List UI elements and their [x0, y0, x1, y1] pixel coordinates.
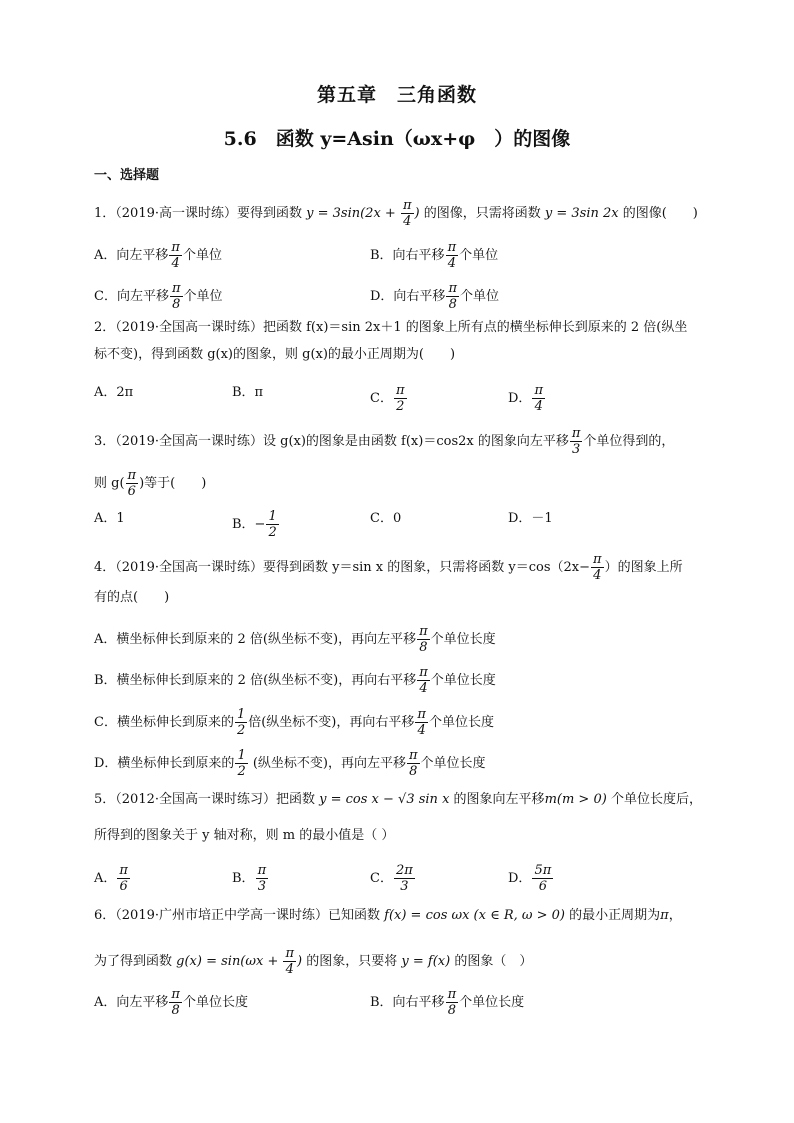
fraction: $\frac{1}{2}$ [237, 748, 246, 779]
fraction: $\frac{\pi}{4}$ [171, 240, 180, 271]
question-2-option-b[interactable]: B．π [232, 385, 264, 400]
question-4-option-b[interactable]: B．横坐标伸长到原来的 2 倍(纵坐标不变)，再向右平移 $\frac{\pi}{4}$ 个单位长度 [94, 665, 496, 696]
question-3-option-c[interactable]: C．0 [370, 511, 402, 526]
question-6-line-2: 为了得到函数 g(x) = sin(ωx + $\frac{\pi}{4}$ ) 的图象，只要将 y = f(x) 的图象（ ） [94, 946, 533, 977]
chapter-title: 第五章 三角函数 [316, 84, 477, 106]
question-4-option-d[interactable]: D．横坐标伸长到原来的 $\frac{1}{2}$ (纵坐标不变)，再向左平移 $\frac{\pi}{8}$ 个单位长度 [94, 748, 486, 779]
question-5-option-c[interactable]: C． $\frac{2\pi}{3}$ [370, 863, 413, 894]
question-6-line-1: 6．（2019·广州市培正中学高一课时练）已知函数 f(x) = cos ωx (x ∈ R, ω > 0) 的最小正周期为π， [94, 908, 682, 923]
question-2-option-c[interactable]: C． $\frac{\pi}{2}$ [370, 383, 405, 414]
fraction: $\frac{\pi}{6}$ [127, 468, 137, 499]
fraction: $\frac{\pi}{8}$ [419, 624, 428, 655]
fraction: $\frac{\pi}{4}$ [402, 198, 412, 229]
fraction: $\frac{\pi}{8}$ [448, 281, 457, 312]
question-5-line-1: 5．（2012·全国高一课时练习）把函数 y = cos x − √3 sin x 的图象向左平移m(m > 0) 个单位长度后， [94, 792, 702, 807]
question-4-option-c[interactable]: C．横坐标伸长到原来的 $\frac{1}{2}$ 倍(纵坐标不变)，再向右平移 $\frac{\pi}{4}$ 个单位长度 [94, 707, 494, 738]
question-1-option-d[interactable]: D．向右平移 $\frac{\pi}{8}$ 个单位 [370, 281, 499, 312]
question-1-option-a[interactable]: A．向左平移 $\frac{\pi}{4}$ 个单位 [94, 240, 222, 271]
fraction: $\frac{\pi}{4}$ [419, 665, 428, 696]
question-5-line-2: 所得到的图象关于 y 轴对称，则 m 的最小值是（ ） [94, 828, 395, 843]
question-3-option-d[interactable]: D．－1 [508, 511, 553, 526]
fraction: $\frac{\pi}{4}$ [447, 240, 457, 271]
fraction: $\frac{\pi}{6}$ [119, 863, 128, 894]
fraction: $\frac{\pi}{4}$ [593, 552, 602, 583]
fraction: $\frac{2\pi}{3}$ [395, 863, 413, 894]
fraction: $\frac{\pi}{3}$ [571, 426, 581, 457]
question-3-option-a[interactable]: A．1 [94, 511, 125, 526]
fraction: $\frac{5\pi}{6}$ [534, 863, 552, 894]
question-4-option-a[interactable]: A．横坐标伸长到原来的 2 倍(纵坐标不变)，再向左平移 $\frac{\pi}{8}$ 个单位长度 [94, 624, 496, 655]
question-3-option-b[interactable]: B．− $\frac{1}{2}$ [232, 509, 277, 540]
fraction: $\frac{\pi}{4}$ [534, 383, 543, 414]
question-2-option-a[interactable]: A．2π [94, 385, 134, 400]
fraction: $\frac{\pi}{8}$ [409, 748, 418, 779]
fraction: $\frac{1}{2}$ [268, 509, 277, 540]
question-2-line-2: 标不变)，得到函数 g(x)的图象，则 g(x)的最小正周期为( ) [94, 347, 456, 362]
question-1-stem: 1．（2019·高一课时练）要得到函数 y = 3sin(2x + $\frac{\pi}{4}$ ) 的图像，只需将函数 y = 3sin 2x 的图像( ) [94, 198, 698, 229]
fraction: $\frac{1}{2}$ [236, 707, 246, 738]
question-1-option-c[interactable]: C．向左平移 $\frac{\pi}{8}$ 个单位 [94, 281, 223, 312]
fraction: $\frac{\pi}{2}$ [395, 383, 405, 414]
question-5-option-a[interactable]: A． $\frac{\pi}{6}$ [94, 863, 128, 894]
question-4-line-2: 有的点( ) [94, 590, 170, 605]
question-6-option-a[interactable]: A．向左平移 $\frac{\pi}{8}$ 个单位长度 [94, 987, 248, 1018]
question-5-option-d[interactable]: D． $\frac{5\pi}{6}$ [508, 863, 552, 894]
fraction: $\frac{\pi}{8}$ [171, 281, 181, 312]
fraction: $\frac{\pi}{8}$ [447, 987, 457, 1018]
question-2-line-1: 2．（2019·全国高一课时练）把函数 f(x)＝sin 2x＋1 的图象上所有点的横坐标伸长到原来的 2 倍(纵坐 [94, 320, 688, 335]
fraction: $\frac{\pi}{4}$ [285, 946, 295, 977]
question-1-option-b[interactable]: B．向右平移 $\frac{\pi}{4}$ 个单位 [370, 240, 499, 271]
section-title: 5.6 函数 y=Asin（ωx+φ ）的图像 [223, 128, 571, 150]
question-5-option-b[interactable]: B． $\frac{\pi}{3}$ [232, 863, 267, 894]
fraction: $\frac{\pi}{8}$ [171, 987, 180, 1018]
question-2-option-d[interactable]: D． $\frac{\pi}{4}$ [508, 383, 543, 414]
question-3-line-1: 3．（2019·全国高一课时练）设 g(x)的图象是由函数 f(x)＝cos2x 的图象向左平移 $\frac{\pi}{3}$ 个单位得到的， [94, 426, 675, 457]
question-4-line-1: 4．（2019·全国高一课时练）要得到函数 y＝sin x 的图象，只需将函数 y＝cos（2x− $\frac{\pi}{4}$ ）的图象上所 [94, 552, 683, 583]
question-3-line-2: 则 g( $\frac{\pi}{6}$ )等于( ) [94, 468, 207, 499]
fraction: $\frac{\pi}{4}$ [417, 707, 426, 738]
fraction: $\frac{\pi}{3}$ [257, 863, 267, 894]
part-heading: 一、选择题 [94, 168, 160, 183]
question-6-option-b[interactable]: B．向右平移 $\frac{\pi}{8}$ 个单位长度 [370, 987, 525, 1018]
